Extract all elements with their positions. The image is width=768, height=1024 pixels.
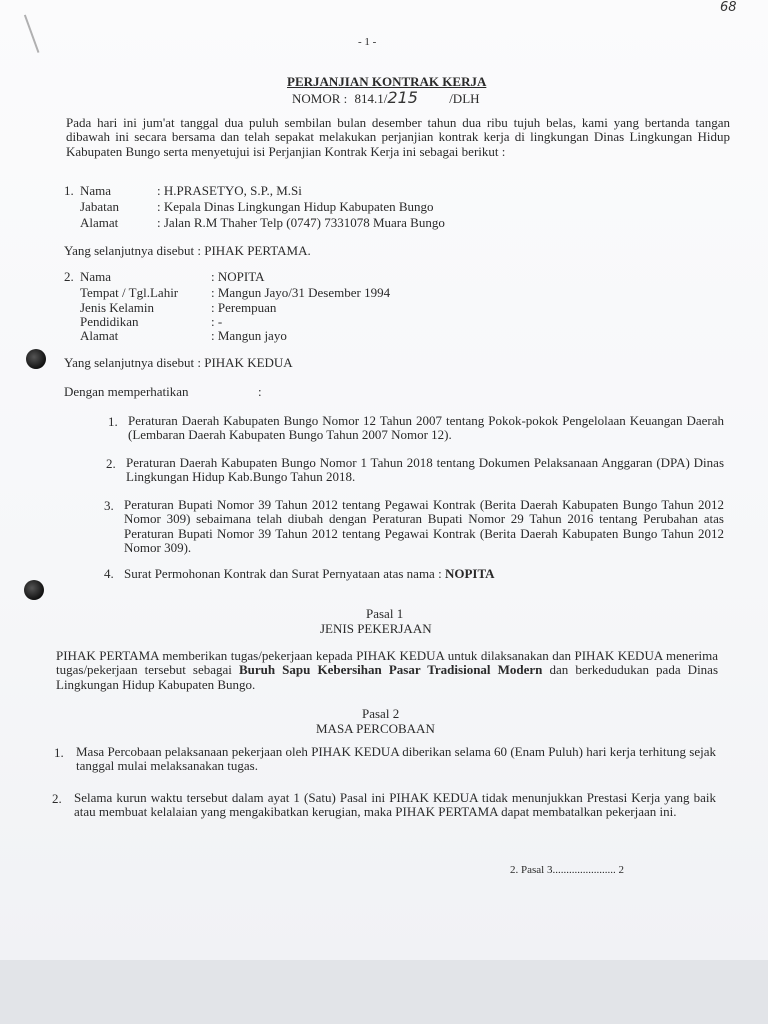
pasal1-text-before: PIHAK PERTAMA memberikan tugas/pekerjaan kepada PIHAK KEDUA untuk dilaksanakan dan PIHAK KEDUA menerima tugas/pekerjaan tersebut sebagai [56, 648, 718, 678]
reference-4-text: Surat Permohonan Kontrak dan Surat Pernyataan atas nama : [124, 566, 442, 581]
corner-note: 68 [720, 0, 737, 15]
punch-hole-top [26, 349, 46, 369]
reference-2-text: Peraturan Daerah Kabupaten Bungo Nomor 1 Tahun 2018 tentang Dokumen Pelaksanaan Anggaran (DPA) Dinas Lingkungan Hidup Kab.Bungo Tahun 2018. [126, 455, 724, 485]
pasal1-text-after: dan berkedudukan pada Dinas Lingkungan Hidup Kabupaten Bungo. [56, 662, 719, 692]
party2-number: 2. [64, 269, 74, 284]
party2-birth-value: : Mangun Jayo/31 Desember 1994 [211, 285, 391, 300]
party1-position-label: Jabatan [80, 199, 119, 214]
party1-position-value: : Kepala Dinas Lingkungan Hidup Kabupaten Bungo [157, 199, 434, 214]
reference-1-text: Peraturan Daerah Kabupaten Bungo Nomor 12 Tahun 2007 tentang Pokok-pokok Pengelolaan Keuangan Daerah (Lembaran Daerah Kabupaten Bungo Tahun 2007 Nomor 12). [128, 413, 724, 443]
scan-background [0, 960, 768, 1024]
nomor-line [292, 88, 480, 107]
party2-designation: Yang selanjutnya disebut : PIHAK KEDUA [64, 355, 293, 370]
pasal1-title: JENIS PEKERJAAN [320, 621, 432, 636]
party2-education-value: : - [211, 314, 223, 329]
nomor-prefix: 814.1/ [354, 91, 388, 106]
reference-1-number: 1. [108, 414, 118, 429]
pasal2-item-2-text: Selama kurun waktu tersebut dalam ayat 1 (Satu) Pasal ini PIHAK KEDUA tidak menunjukkan Prestasi Kerja yang baik atau membuat kelalaian yang mengakibatkan kerugian, maka PIHAK PERTAMA dapat membatalkan pekerjaan ini. [74, 790, 716, 820]
intro-paragraph: Pada hari ini jum'at tanggal dua puluh sembilan bulan desember tahun dua ribu tujuh belas, kami yang bertanda tangan dibawah ini secara bersama dan telah sepakat melakukan perjanjian kontrak kerja di lingkungan Dinas Lingkungan Hidup Kabupaten Bungo serta menyetujui isi Perjanjian Kontrak Kerja ini sebagai berikut : [66, 115, 730, 159]
footer-page: 2 [618, 864, 624, 876]
pasal1-paragraph [56, 649, 718, 692]
party2-gender-value: : Perempuan [211, 300, 277, 315]
punch-hole-bottom [24, 580, 44, 600]
paper-mark [24, 7, 60, 53]
party2-name-label: Nama [80, 269, 112, 284]
considering-colon: : [258, 384, 262, 399]
party2-gender-label: Jenis Kelamin [80, 300, 155, 315]
party1-address-label: Alamat [80, 215, 119, 230]
party1-designation: Yang selanjutnya disebut : PIHAK PERTAMA. [64, 243, 311, 258]
pasal2-item-1-number: 1. [54, 745, 64, 760]
party1-number: 1. [64, 183, 74, 198]
party2-birth-label: Tempat / Tgl.Lahir [80, 285, 179, 300]
nomor-handwritten: 215 [387, 88, 418, 107]
party2-address-label: Alamat [80, 328, 119, 343]
party2-name-value: : NOPITA [211, 269, 265, 284]
party1-name-value: : H.PRASETYO, S.P., M.Si [157, 183, 302, 198]
pasal2-heading: Pasal 2 [362, 706, 400, 721]
pasal2-item-1-text: Masa Percobaan pelaksanaan pekerjaan oleh PIHAK KEDUA diberikan selama 60 (Enam Puluh) hari kerja terhitung sejak tanggal mulai melaksanakan tugas. [76, 744, 716, 774]
reference-4-number: 4. [104, 566, 114, 581]
nomor-suffix: /DLH [449, 91, 480, 106]
party1-name-label: Nama [80, 183, 112, 198]
pasal2-title: MASA PERCOBAAN [316, 721, 435, 736]
pasal1-heading: Pasal 1 [366, 606, 404, 621]
nomor-label: NOMOR : [292, 91, 348, 106]
reference-3-text: Peraturan Bupati Nomor 39 Tahun 2012 tentang Pegawai Kontrak (Berita Daerah Kabupaten Bungo Tahun 2012 Nomor 309) sebaimana telah diubah dengan Peraturan Bupati Nomor 29 Tahun 2016 tentang Perubahan atas Peraturan Bupati Nomor 39 Tahun 2012 tentang Pegawai Kontrak (Berita Daerah Kabupaten Bungo Tahun 2012 Nomor 309). [124, 497, 724, 556]
reference-2-number: 2. [106, 456, 116, 471]
footer-text: 2. Pasal 3....................... [510, 864, 616, 876]
page-number: - 1 - [358, 36, 377, 48]
considering-label: Dengan memperhatikan [64, 384, 189, 399]
document-title: PERJANJIAN KONTRAK KERJA [287, 74, 487, 89]
party2-education-label: Pendidikan [80, 314, 139, 329]
reference-3-number: 3. [104, 498, 114, 513]
reference-4-name: NOPITA [444, 566, 495, 581]
party2-address-value: : Mangun jayo [211, 328, 287, 343]
footer-continuation [510, 864, 624, 876]
pasal1-text-bold: Buruh Sapu Kebersihan Pasar Tradisional Modern [238, 662, 543, 678]
party1-address-value: : Jalan R.M Thaher Telp (0747) 7331078 Muara Bungo [157, 215, 445, 230]
pasal2-item-2-number: 2. [52, 791, 62, 806]
reference-4-line [124, 566, 495, 582]
